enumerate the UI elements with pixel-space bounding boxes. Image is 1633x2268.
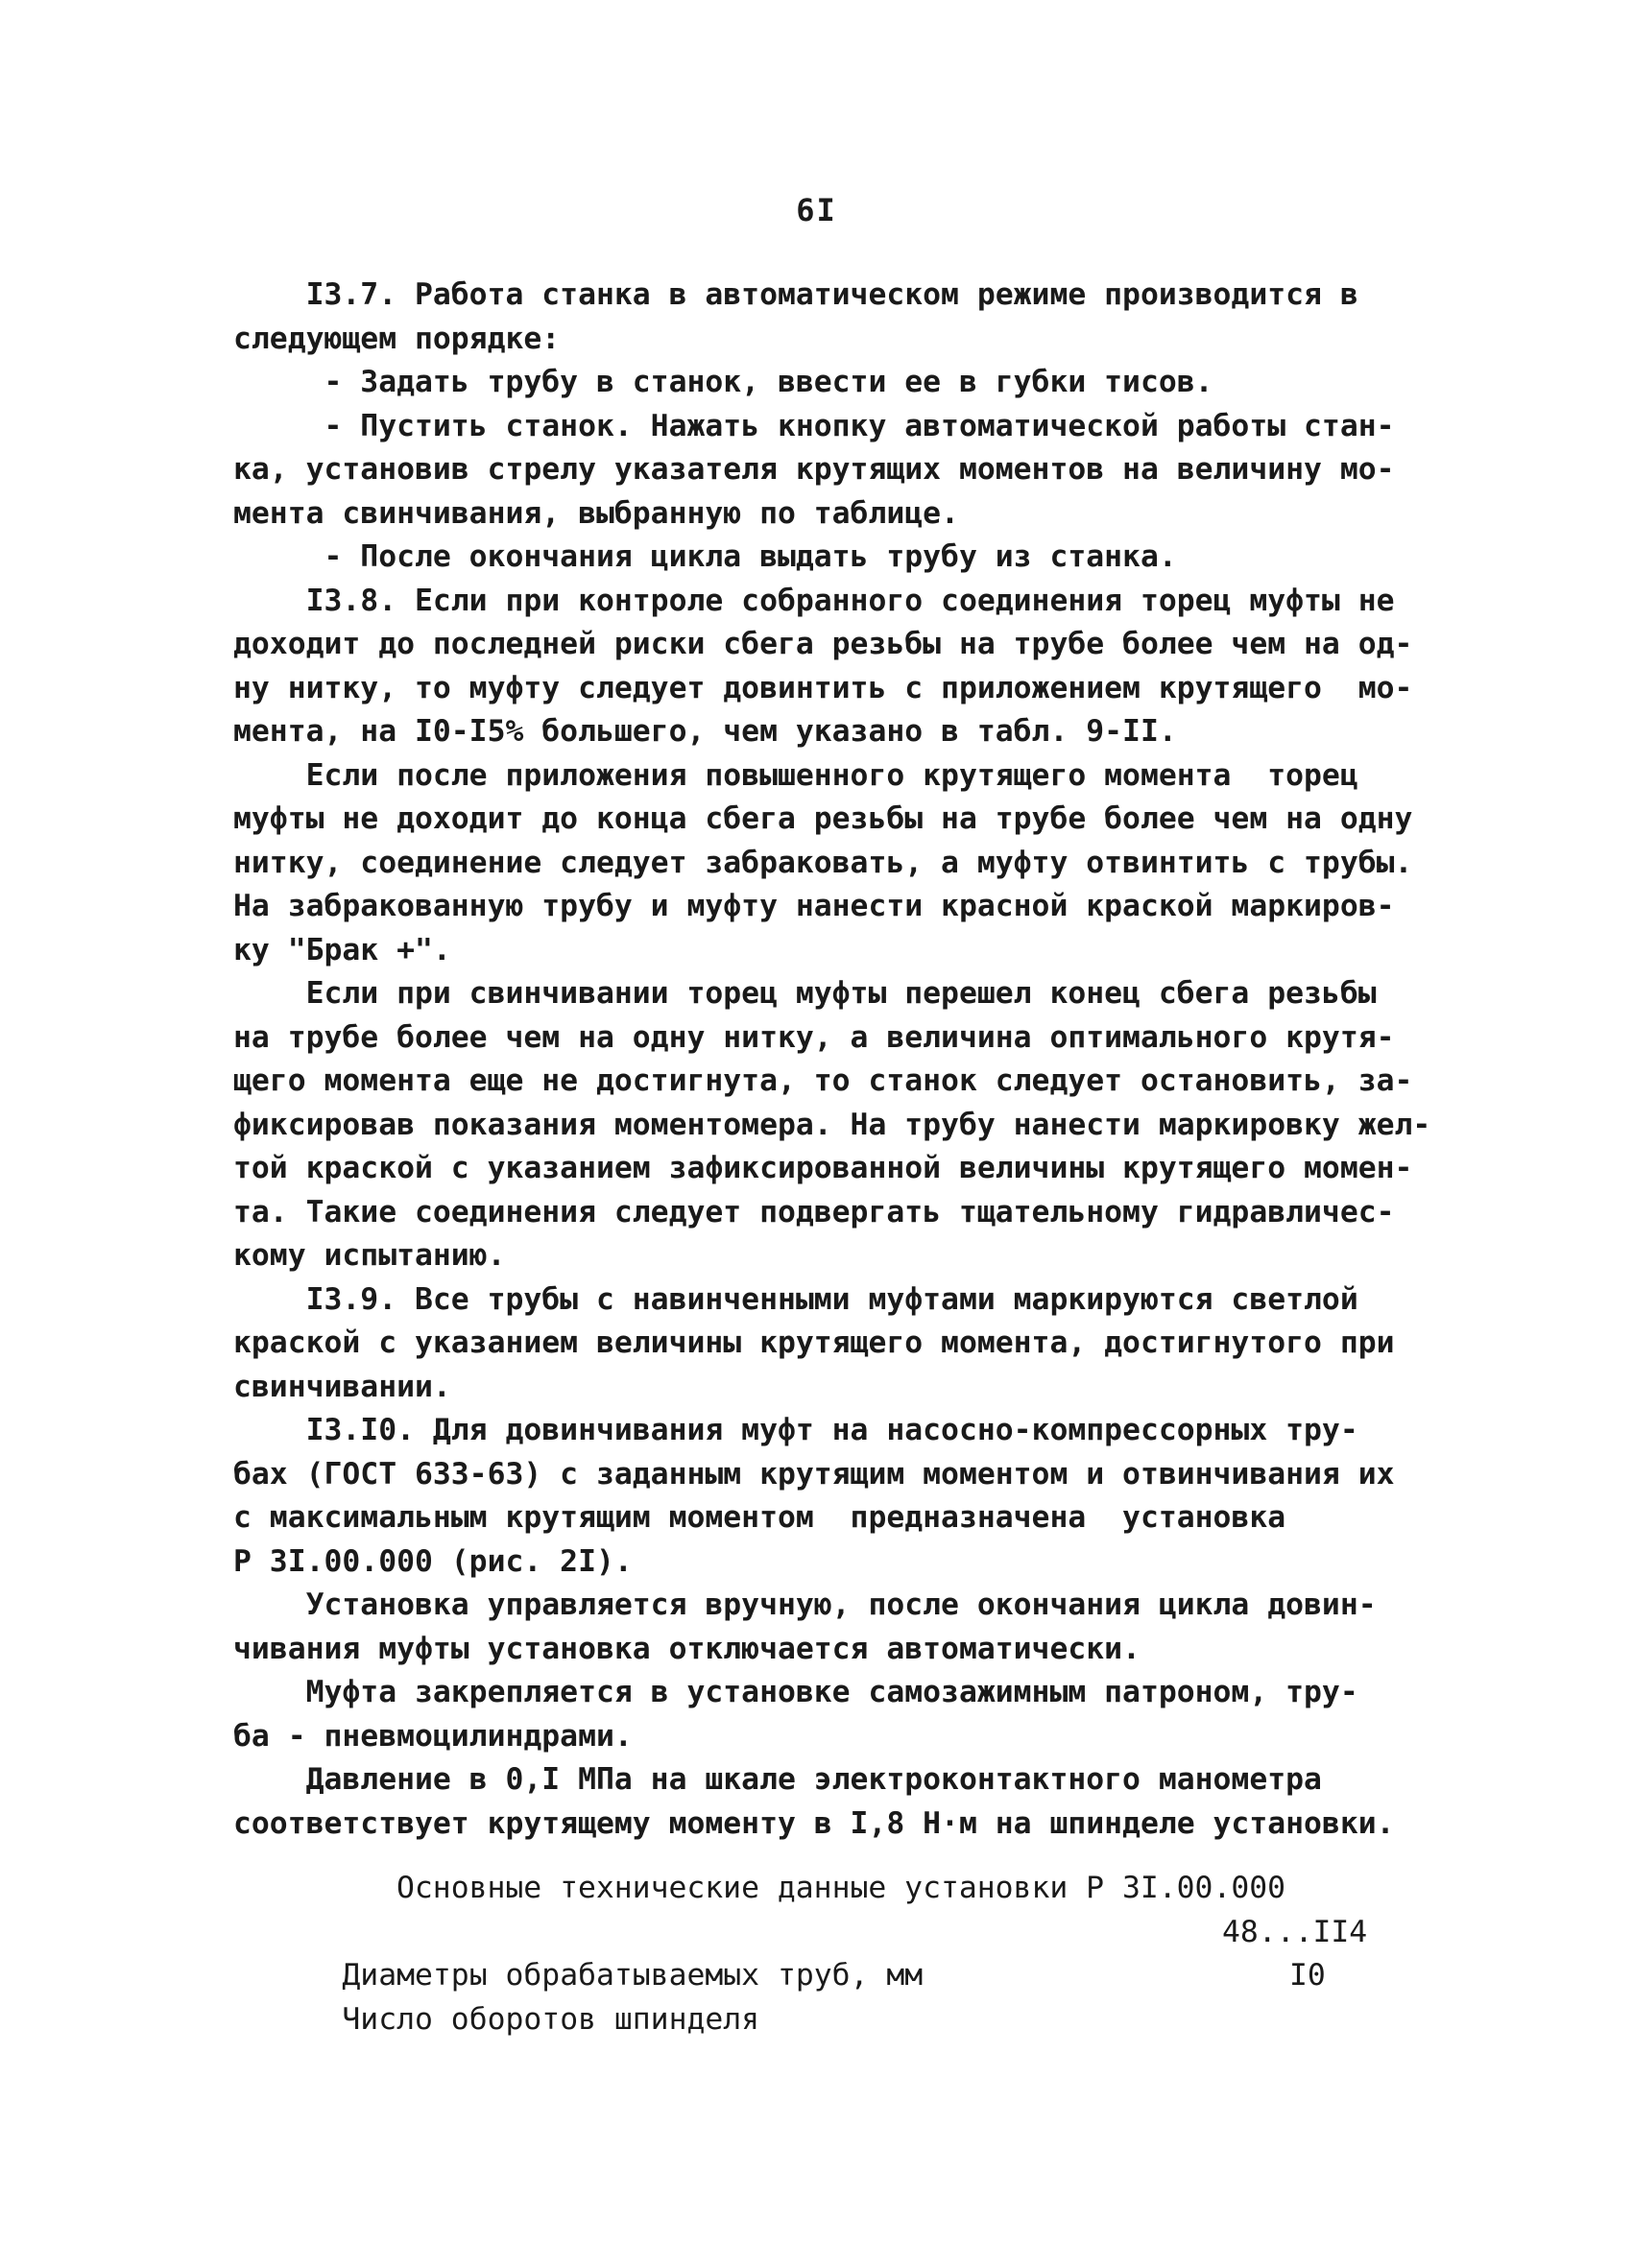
- page-number: 6I: [796, 192, 837, 228]
- text-line: муфты не доходит до конца сбега резьбы на трубе более чем на одну: [233, 801, 1413, 836]
- text-line: Муфта закрепляется в установке самозажимным патроном, тру-: [233, 1675, 1358, 1709]
- text-line: фиксировав показания моментомера. На трубу нанести маркировку жел-: [233, 1107, 1431, 1142]
- section-gap: [233, 1846, 1414, 1867]
- text-line: I3.9. Все трубы с навинченными муфтами маркируются светлой: [233, 1281, 1358, 1317]
- text-line: соответствует крутящему моменту в I,8 Н·м на шпинделе установки.: [233, 1805, 1395, 1841]
- text-line: Р 3I.00.000 (рис. 2I).: [233, 1543, 633, 1579]
- spec-label: Число оборотов шпинделя: [342, 2001, 760, 2037]
- text-line: ку "Брак +".: [233, 932, 451, 967]
- text-line: - После окончания цикла выдать трубу из станка.: [233, 539, 1177, 574]
- text-line: свинчивании.: [233, 1369, 451, 1404]
- spec-value: I0: [1289, 1958, 1326, 1993]
- text-line: с максимальным крутящим моментом предназначена установка: [233, 1500, 1286, 1535]
- text-line: мента свинчивания, выбранную по таблице.: [233, 495, 959, 531]
- text-line: Если после приложения повышенного крутящего момента торец: [233, 757, 1358, 793]
- text-line: на трубе более чем на одну нитку, а величина оптимального крутя-: [233, 1019, 1395, 1055]
- body-text: [233, 274, 1431, 2037]
- text-line: Давление в 0,I МПа на шкале электроконтактного манометра: [233, 1762, 1322, 1797]
- spec-label: Диаметры обрабатываемых труб, мм: [342, 1958, 924, 1993]
- text-line: доходит до последней риски сбега резьбы на трубе более чем на од-: [233, 627, 1413, 661]
- text-line: кому испытанию.: [233, 1238, 506, 1273]
- spec-row-rpm: [233, 1954, 1414, 2037]
- text-line: ка, установив стрелу указателя крутящих моментов на величину мо-: [233, 452, 1395, 487]
- specs-caption: Основные технические данные установки Р 3I.00.000: [396, 1871, 1286, 1905]
- text-line: ну нитку, то муфту следует довинтить с приложением крутящего мо-: [233, 670, 1413, 705]
- text-line: мента, на I0-I5% большего, чем указано в табл. 9-II.: [233, 714, 1177, 749]
- text-line: I3.I0. Для довинчивания муфт на насосно-компрессорных тру-: [233, 1413, 1358, 1447]
- text-line: I3.7. Работа станка в автоматическом режиме производится в: [233, 277, 1358, 312]
- text-line: На забракованную трубу и муфту нанести красной краской маркиров-: [233, 889, 1395, 923]
- text-line: ба - пневмоцилиндрами.: [233, 1718, 633, 1754]
- text-line: та. Такие соединения следует подвергать тщательному гидравличес-: [233, 1194, 1395, 1229]
- text-line: той краской с указанием зафиксированной величины крутящего момен-: [233, 1151, 1413, 1185]
- text-line: нитку, соединение следует забраковать, а муфту отвинтить с трубы.: [233, 845, 1413, 880]
- text-line: чивания муфты установка отключается автоматически.: [233, 1631, 1141, 1666]
- text-line: следующем порядке:: [233, 321, 561, 356]
- text-line: Если при свинчивании торец муфты перешел конец сбега резьбы: [233, 976, 1377, 1011]
- text-line: краской с указанием величины крутящего момента, достигнутого при: [233, 1325, 1395, 1360]
- text-line: бах (ГОСТ 633-63) с заданным крутящим моментом и отвинчивания их: [233, 1456, 1395, 1492]
- text-line: - Пустить станок. Нажать кнопку автоматической работы стан-: [233, 408, 1395, 443]
- text-line: - Задать трубу в станок, ввести ее в губки тисов.: [233, 365, 1213, 399]
- text-line: Установка управляется вручную, после окончания цикла довин-: [233, 1588, 1377, 1622]
- text-line: щего момента еще не достигнута, то станок следует остановить, за-: [233, 1063, 1413, 1098]
- spec-value: 48...II4: [1222, 1914, 1368, 1949]
- text-line: I3.8. Если при контроле собранного соединения торец муфты не: [233, 583, 1395, 618]
